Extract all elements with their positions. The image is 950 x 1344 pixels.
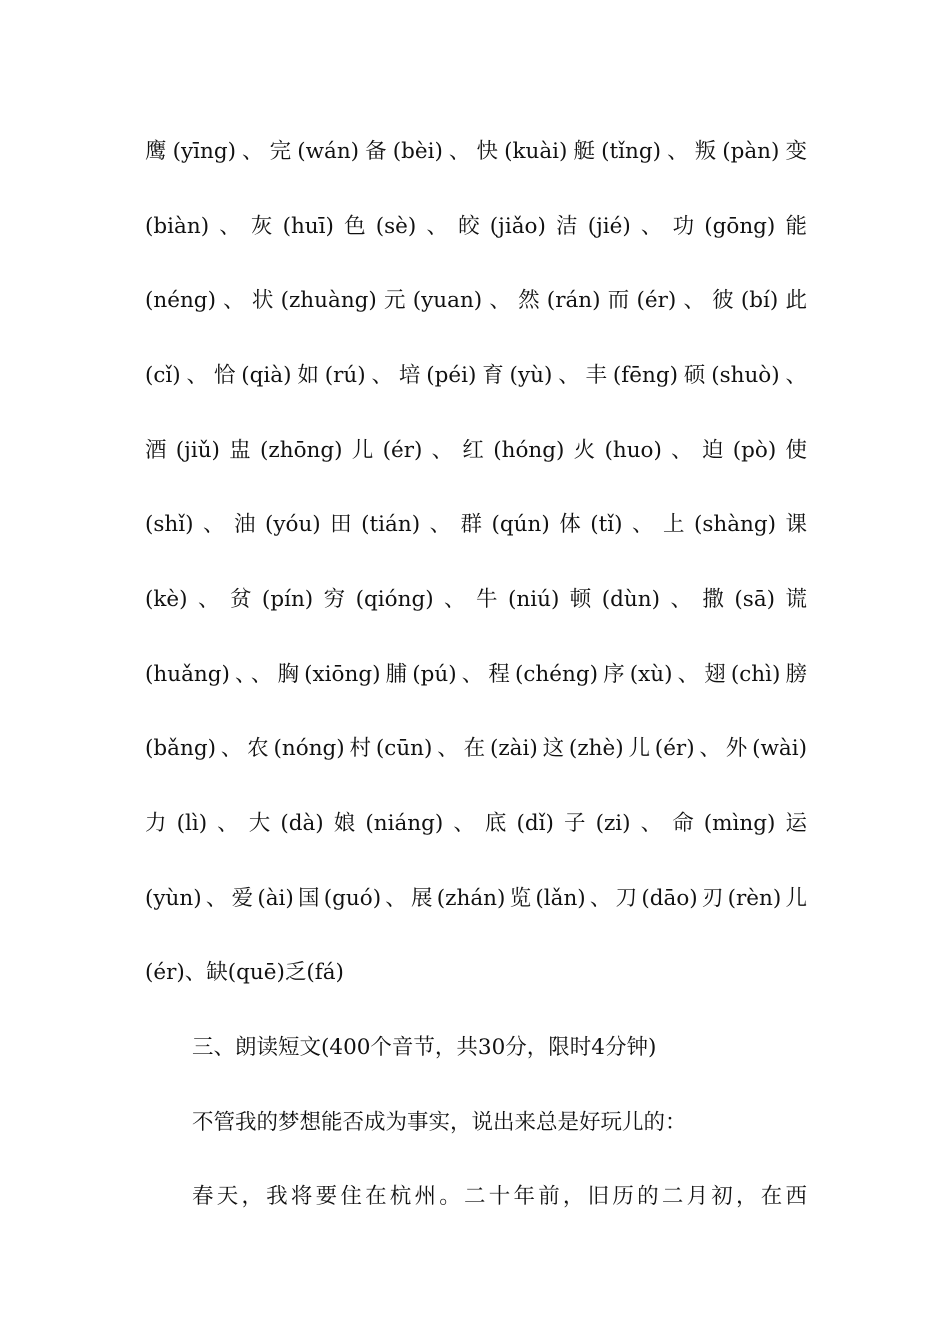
pinyin-line-10: 力(lì)、大(dà)娘(niáng)、底(dǐ)子(zi)、命(mìng)运 xyxy=(145,811,807,836)
pinyin-line-12: (ér)、缺(quē)乏(fá) xyxy=(145,960,344,985)
pinyin-line-2: (biàn)、灰(huī)色(sè)、皎(jiǎo)洁(jié)、功(gōng)能 xyxy=(145,214,807,239)
pinyin-line-8: (huǎng)、、胸(xiōng)脯(pú)、程(chéng)序(xù)、翅(chì)膀 xyxy=(145,662,807,687)
pinyin-line-11: (yùn)、爱(ài)国(guó)、展(zhán)览(lǎn)、刀(dāo)刃(rèn)儿 xyxy=(145,886,807,911)
pinyin-line-6: (shǐ)、油(yóu)田(tián)、群(qún)体(tǐ)、上(shàng)课 xyxy=(145,512,807,537)
paragraph-1: 不管我的梦想能否成为事实，说出来总是好玩儿的： xyxy=(192,1110,687,1135)
pinyin-line-9: (bǎng)、农(nóng)村(cūn)、在(zài)这(zhè)儿(ér)、外(wài) xyxy=(145,736,807,761)
pinyin-line-5: 酒(jiǔ)盅(zhōng)儿(ér)、红(hóng)火(huo)、迫(pò)使 xyxy=(145,438,807,463)
pinyin-line-3: (néng)、状(zhuàng)元(yuan)、然(rán)而(ér)、彼(bí)此 xyxy=(145,288,807,313)
pinyin-line-7: (kè)、贫(pín)穷(qióng)、牛(niú)顿(dùn)、撒(sā)谎 xyxy=(145,587,807,612)
pinyin-line-1: 鹰(yīng)、完(wán)备(bèi)、快(kuài)艇(tǐng)、叛(pàn)变 xyxy=(145,139,807,164)
paragraph-2: 春天，我将要住在杭州。二十年前，旧历的二月初，在西 xyxy=(192,1184,807,1209)
section-heading: 三、朗读短文(400个音节，共30分，限时4分钟) xyxy=(192,1035,657,1060)
pinyin-line-4: (cǐ)、恰(qià)如(rú)、培(péi)育(yù)、丰(fēng)硕(shuò)、 xyxy=(145,363,807,388)
